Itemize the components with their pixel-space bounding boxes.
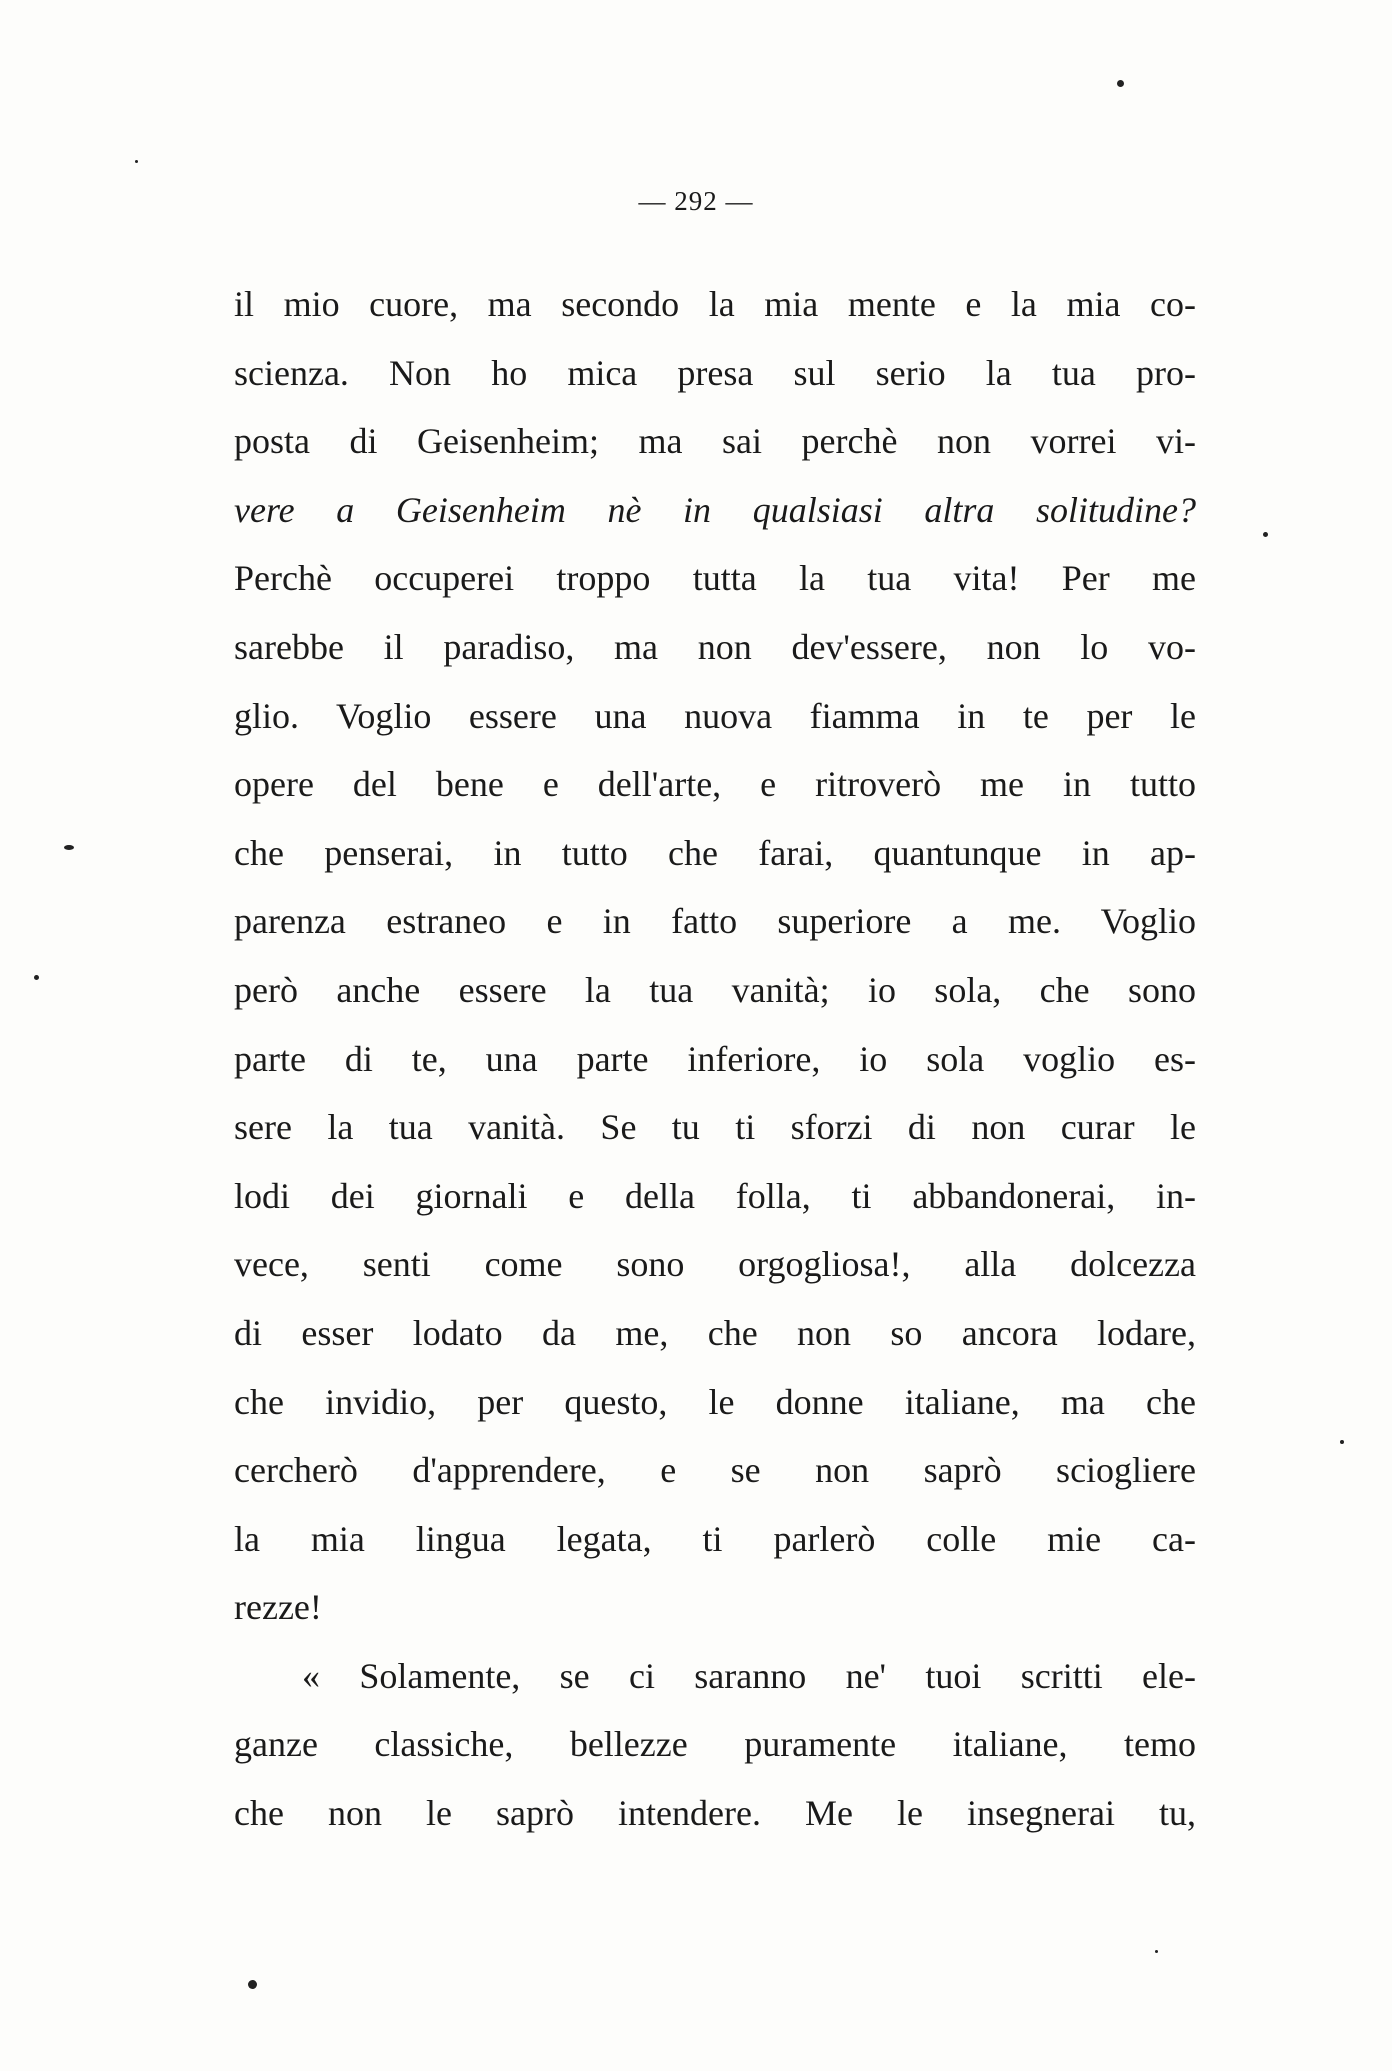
scan-speck	[64, 845, 74, 850]
text-line: sere la tua vanità. Se tu ti sforzi di non curar le	[234, 1107, 1196, 1148]
text-line: la mia lingua legata, ti parlerò colle mie ca-	[234, 1518, 1196, 1559]
text-line: glio. Voglio essere una nuova fiamma in te per le	[234, 695, 1196, 736]
scan-speck	[248, 1980, 257, 1989]
text-line: Perchè occuperei troppo tutta la tua vita! Per me	[234, 558, 1196, 599]
text-line: parte di te, una parte inferiore, io sola voglio es-	[234, 1038, 1196, 1079]
text-line: che non le saprò intendere. Me le insegnerai tu,	[234, 1793, 1196, 1834]
text-line: vece, senti come sono orgogliosa!, alla dolcezza	[234, 1244, 1196, 1285]
scan-speck	[1155, 1950, 1158, 1953]
text-line: cercherò d'apprendere, e se non saprò sciogliere	[234, 1450, 1196, 1491]
scan-speck	[135, 160, 138, 163]
text-line: lodi dei giornali e della folla, ti abbandonerai, in-	[234, 1175, 1196, 1216]
text-line: posta di Geisenheim; ma sai perchè non vorrei vi-	[234, 421, 1196, 462]
text-line: sarebbe il paradiso, ma non dev'essere, non lo vo-	[234, 626, 1196, 667]
text-line: però anche essere la tua vanità; io sola, che sono	[234, 969, 1196, 1010]
scan-speck	[1340, 1440, 1344, 1444]
scan-speck	[1117, 80, 1124, 87]
scan-speck	[1263, 532, 1268, 537]
page-number: — 292 —	[638, 186, 754, 216]
text-line: rezze!	[234, 1587, 322, 1628]
body-text	[234, 270, 1196, 1848]
text-line: vere a Geisenheim nè in qualsiasi altra solitudine?	[234, 489, 1196, 530]
text-line: « Solamente, se ci saranno ne' tuoi scritti ele-	[302, 1655, 1196, 1696]
text-line: che invidio, per questo, le donne italiane, ma che	[234, 1381, 1196, 1422]
text-line: opere del bene e dell'arte, e ritroverò me in tutto	[234, 764, 1196, 805]
scan-speck	[34, 975, 39, 980]
text-line: scienza. Non ho mica presa sul serio la tua pro-	[234, 352, 1196, 393]
text-line: parenza estraneo e in fatto superiore a me. Voglio	[234, 901, 1196, 942]
text-line: che penserai, in tutto che farai, quantunque in ap-	[234, 832, 1196, 873]
text-line: ganze classiche, bellezze puramente italiane, temo	[234, 1724, 1196, 1765]
text-line: il mio cuore, ma secondo la mia mente e la mia co-	[234, 284, 1196, 324]
text-line: di esser lodato da me, che non so ancora lodare,	[234, 1312, 1196, 1353]
